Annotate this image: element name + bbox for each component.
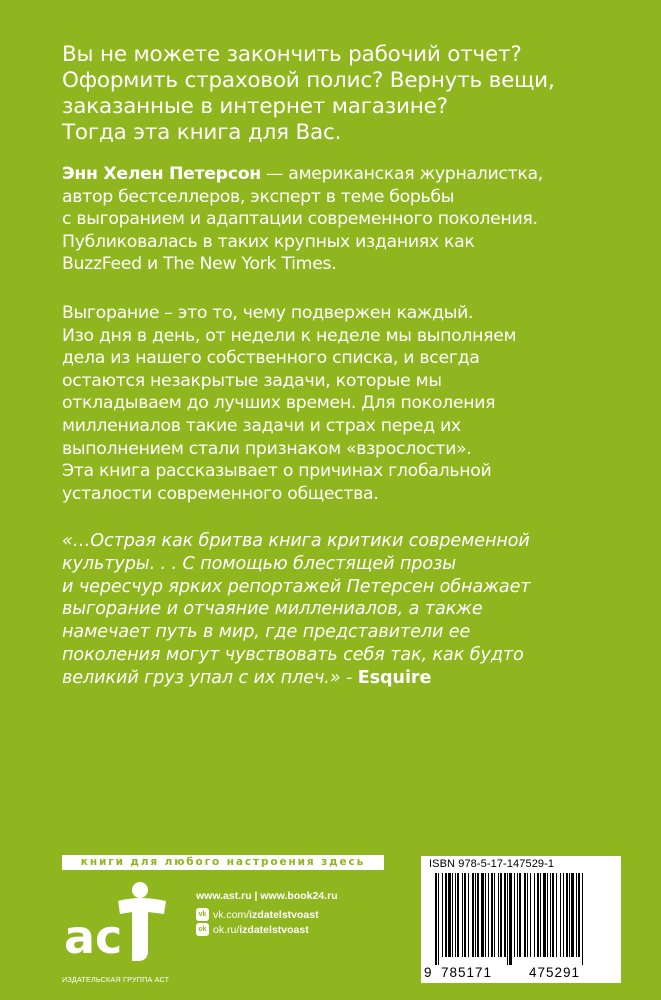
quote-source: Esquire — [357, 667, 432, 688]
publisher-logo — [62, 881, 172, 971]
ok-icon: ok — [196, 923, 209, 936]
barcode-bar — [494, 873, 495, 957]
intro-line: Тогда эта книга для Вас. — [62, 120, 342, 145]
barcode-bar — [509, 873, 512, 965]
barcode-bar — [445, 873, 447, 957]
website-links[interactable]: www.ast.ru | www.book24.ru — [196, 890, 338, 902]
author-name: Энн Хелен Петерсон — [62, 164, 261, 184]
description-line: Эта книга рассказывает о причинах глобальной — [62, 461, 492, 482]
barcode-bar — [452, 873, 453, 957]
barcode-bar — [448, 873, 451, 957]
quote-last-line — [62, 667, 642, 690]
barcode-bar — [563, 873, 564, 957]
intro-line: Оформить страховой полис? Вернуть вещи, — [62, 68, 555, 93]
description-line: дела из нашего собственного списка, и всегда — [62, 348, 480, 369]
description-line: выполнением стали признаком «взрослости». — [62, 438, 472, 459]
barcode-bar — [537, 873, 539, 957]
barcode-bar — [556, 873, 557, 957]
barcode-bar — [540, 873, 541, 957]
barcode-bar — [550, 873, 551, 957]
description-line: откладываем до лучших времен. Для поколения — [62, 393, 496, 414]
barcode-bar — [517, 873, 518, 957]
barcode-bar — [455, 873, 456, 957]
barcode-bar — [514, 873, 515, 957]
barcode-bar — [468, 873, 469, 957]
intro-question — [62, 42, 622, 146]
isbn-barcode — [421, 856, 621, 983]
description-line: остаются незакрытые задачи, которые мы — [62, 370, 442, 391]
logo-figure-body — [118, 898, 166, 961]
barcode-bar — [438, 873, 439, 965]
barcode-bar — [566, 873, 568, 957]
intro-line: Вы не можете закончить рабочий отчет? — [62, 42, 522, 67]
quote-line: великий груз упал с их плеч.» - — [62, 667, 358, 688]
tagline-banner: книги для любого настроения здесь — [62, 855, 384, 870]
barcode-bars — [431, 873, 613, 965]
barcode-bar — [519, 873, 521, 957]
barcode-bar — [534, 873, 535, 957]
vk-icon: vk — [196, 908, 209, 921]
barcode-bar — [576, 873, 577, 957]
vk-domain: vk.com/ — [213, 908, 250, 921]
barcode-bar — [475, 873, 476, 957]
author-line: BuzzFeed и The New York Times. — [62, 254, 337, 275]
barcode-bar — [504, 873, 506, 957]
logo-letters: ac — [64, 910, 123, 964]
barcode-bar — [527, 873, 528, 957]
barcode-bar — [547, 873, 548, 957]
description-line: миллениалов такие задачи и страх перед их — [62, 415, 461, 436]
author-role: — американская журналистка, — [260, 164, 543, 184]
quote-line: поколения могут чувствовать себя так, как будто — [62, 644, 524, 665]
description-line: Изо дня в день, от недели к неделе мы выполняем — [62, 325, 517, 346]
barcode-bar — [578, 873, 580, 957]
intro-line: заказанные в интернет магазине? — [62, 94, 448, 119]
vk-handle: izdatelstvoast — [249, 908, 319, 921]
ok-domain: ok.ru/ — [213, 923, 240, 936]
review-quote — [62, 530, 642, 690]
barcode-bar — [457, 873, 459, 957]
barcode-bar — [491, 873, 493, 957]
barcode-bar — [560, 873, 561, 957]
vk-link[interactable] — [196, 908, 338, 921]
barcode-bar — [507, 873, 508, 965]
ok-link[interactable] — [196, 923, 338, 936]
author-line: Публиковалась в таких крупных изданиях как — [62, 231, 475, 252]
barcode-bar — [524, 873, 526, 957]
barcode-bar — [498, 873, 499, 957]
author-line: с выгоранием и адаптации современного поколения. — [62, 209, 538, 230]
isbn-number: ISBN 978-5-17-147529-1 — [429, 858, 555, 870]
barcode-bar — [582, 873, 583, 965]
barcode-bar — [543, 873, 546, 957]
barcode-digit-lead: 9 — [424, 965, 433, 980]
barcode-digits-right: 475291 — [529, 965, 581, 980]
barcode-bar — [435, 873, 437, 965]
description-line: Выгорание – это то, чему подвержен каждый. — [62, 303, 474, 323]
author-description — [62, 163, 622, 276]
book-description — [62, 302, 622, 505]
barcode-bar — [464, 873, 466, 957]
quote-line: «…Острая как бритва книга критики современной — [62, 531, 530, 551]
quote-line: намечает путь в мир, где представители ее — [62, 622, 471, 643]
barcode-bar — [530, 873, 531, 957]
barcode-bar — [442, 873, 443, 957]
quote-line: выгорание и отчаяние миллениалов, а также — [62, 599, 483, 620]
barcode-bar — [500, 873, 502, 957]
barcode-bar — [462, 873, 463, 957]
barcode-bar — [569, 873, 570, 957]
ok-handle: izdatelstvoast — [239, 923, 309, 936]
quote-line: культуры. . . С помощью блестящей прозы — [62, 553, 457, 574]
barcode-digits-left: 785171 — [441, 965, 493, 980]
author-first-line — [62, 163, 622, 186]
barcode-bar — [571, 873, 574, 957]
barcode-bar — [472, 873, 474, 957]
barcode-bar — [552, 873, 554, 957]
description-line: усталости современного общества. — [62, 483, 379, 504]
barcode-bar — [485, 873, 486, 957]
publisher-name: ИЗДАТЕЛЬСКАЯ ГРУППА АСТ — [62, 975, 170, 984]
barcode-bar — [488, 873, 489, 957]
barcode-bar — [481, 873, 484, 957]
publisher-links — [196, 890, 338, 936]
logo-figure-head — [132, 882, 148, 898]
quote-line: и чересчур ярких репортажей Петерсен обнажает — [62, 576, 531, 597]
author-line: автор бестселлеров, эксперт в теме борьбы — [62, 186, 455, 207]
barcode-bar — [477, 873, 479, 957]
